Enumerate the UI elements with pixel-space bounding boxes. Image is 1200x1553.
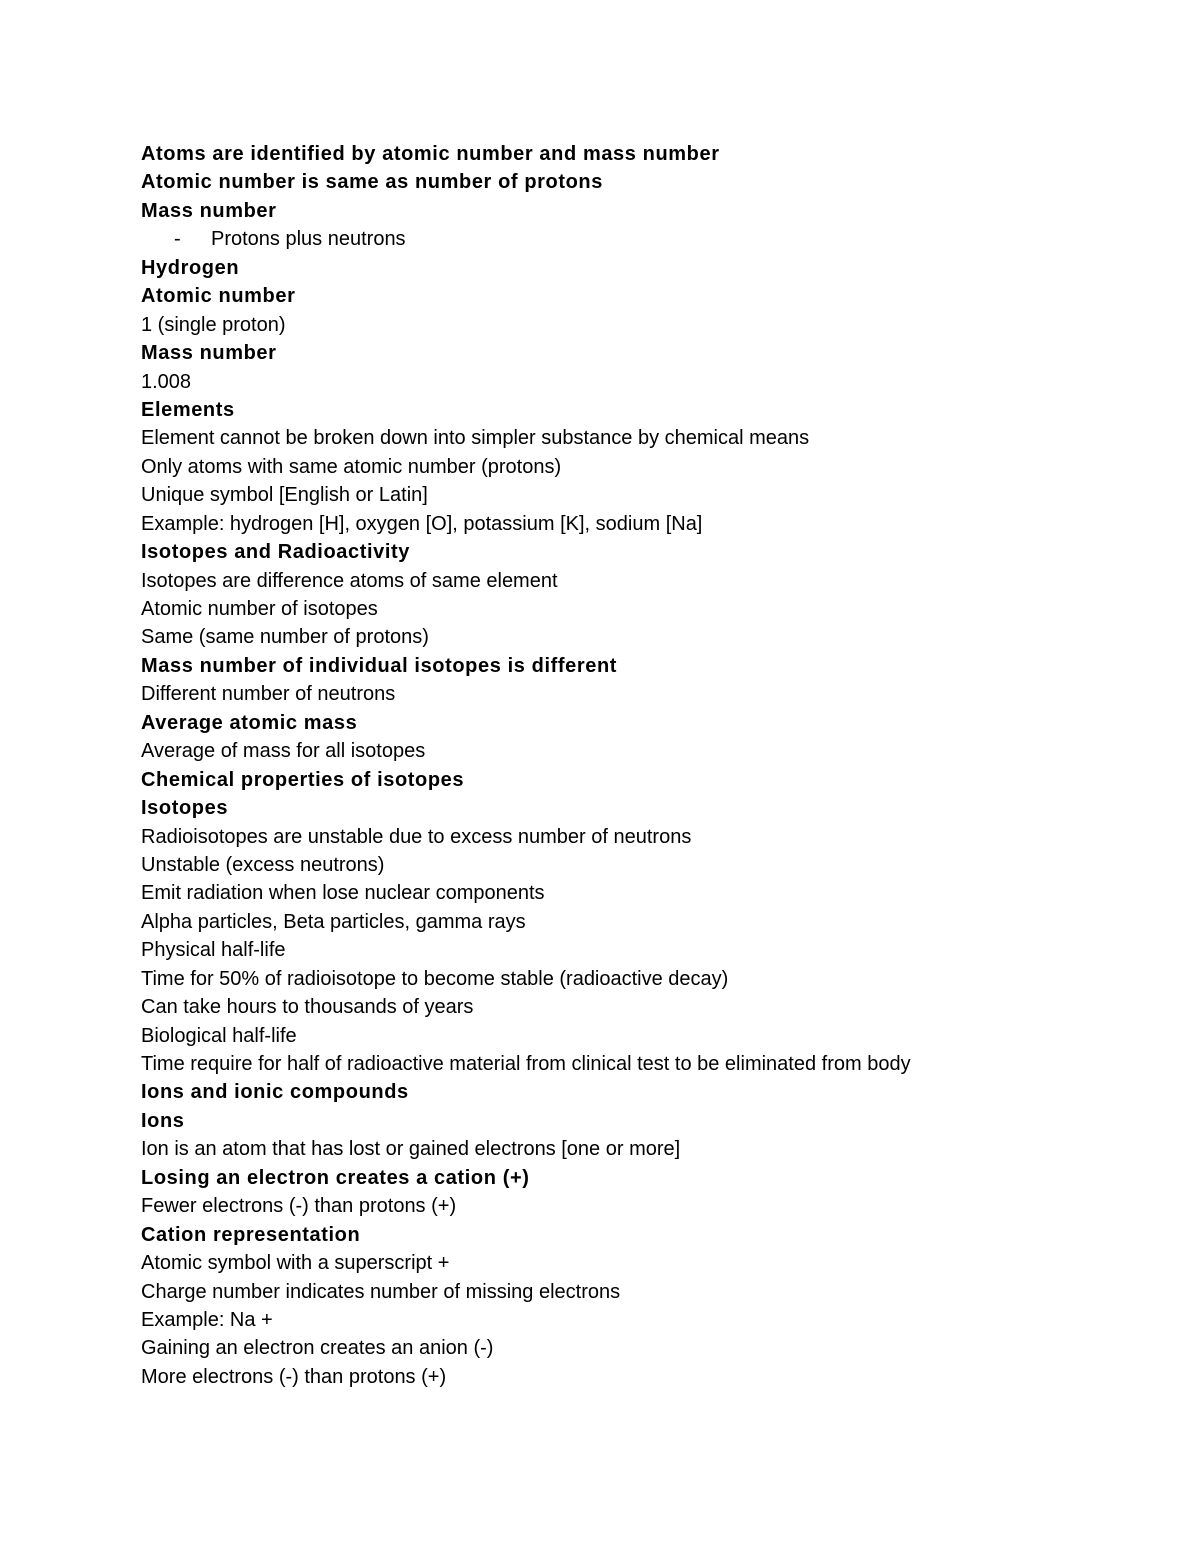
section-heading: Average atomic mass [141,711,358,734]
body-text-line: Gaining an electron creates an anion (-) [141,1337,494,1360]
body-text-line: Can take hours to thousands of years [141,996,474,1019]
section-heading: Losing an electron creates a cation (+) [141,1166,530,1189]
section-heading: Ions and ionic compounds [141,1081,409,1104]
section-heading: Atomic number [141,285,296,308]
body-text-line: Fewer electrons (-) than protons (+) [141,1195,457,1218]
section-heading: Mass number [141,342,277,365]
section-heading: Isotopes [141,797,229,820]
body-text-line: Isotopes are difference atoms of same element [141,569,558,592]
section-heading: Elements [141,398,235,421]
body-text-line: Only atoms with same atomic number (protons) [141,455,562,478]
body-text-line: Different number of neutrons [141,683,396,706]
section-heading: Ions [141,1109,185,1132]
body-text-line: Ion is an atom that has lost or gained electrons [one or more] [141,1138,681,1161]
body-text-line: Element cannot be broken down into simpler substance by chemical means [141,427,810,450]
section-heading: Mass number [141,199,277,222]
bullet-text: Protons plus neutrons [211,228,406,251]
body-text-line: Radioisotopes are unstable due to excess number of neutrons [141,825,692,848]
body-text-line: Time require for half of radioactive material from clinical test to be eliminated from body [141,1053,911,1075]
section-heading: Atomic number is same as number of protons [141,171,603,194]
body-text-line: Atomic symbol with a superscript + [141,1252,450,1275]
bullet-item [141,225,1141,253]
section-heading: Cation representation [141,1223,361,1246]
document-body [141,140,1141,1391]
body-text-line: 1.008 [141,370,192,393]
body-text-line: Emit radiation when lose nuclear components [141,882,545,905]
body-text-line: More electrons (-) than protons (+) [141,1365,447,1388]
section-heading: Isotopes and Radioactivity [141,541,410,564]
section-heading: Hydrogen [141,256,240,279]
body-text-line: 1 (single proton) [141,313,286,336]
body-text-line: Biological half-life [141,1024,297,1047]
body-text-line: Unique symbol [English or Latin] [141,484,428,507]
body-text-line: Physical half-life [141,939,286,962]
section-heading: Chemical properties of isotopes [141,768,465,791]
section-heading: Mass number of individual isotopes is different [141,654,618,677]
body-text-line: Unstable (excess neutrons) [141,853,385,876]
body-text-line: Time for 50% of radioisotope to become stable (radioactive decay) [141,967,729,990]
body-text-line: Alpha particles, Beta particles, gamma rays [141,910,526,933]
body-text-line: Example: hydrogen [H], oxygen [O], potassium [K], sodium [Na] [141,512,703,535]
body-text-line: Example: Na + [141,1308,273,1331]
body-text-line: Average of mass for all isotopes [141,740,426,763]
body-text-line: Same (same number of protons) [141,626,429,649]
bullet-marker: - [174,228,181,251]
body-text-line: Charge number indicates number of missing electrons [141,1280,621,1303]
section-heading: Atoms are identified by atomic number and mass number [141,143,720,165]
body-text-line: Atomic number of isotopes [141,598,378,620]
